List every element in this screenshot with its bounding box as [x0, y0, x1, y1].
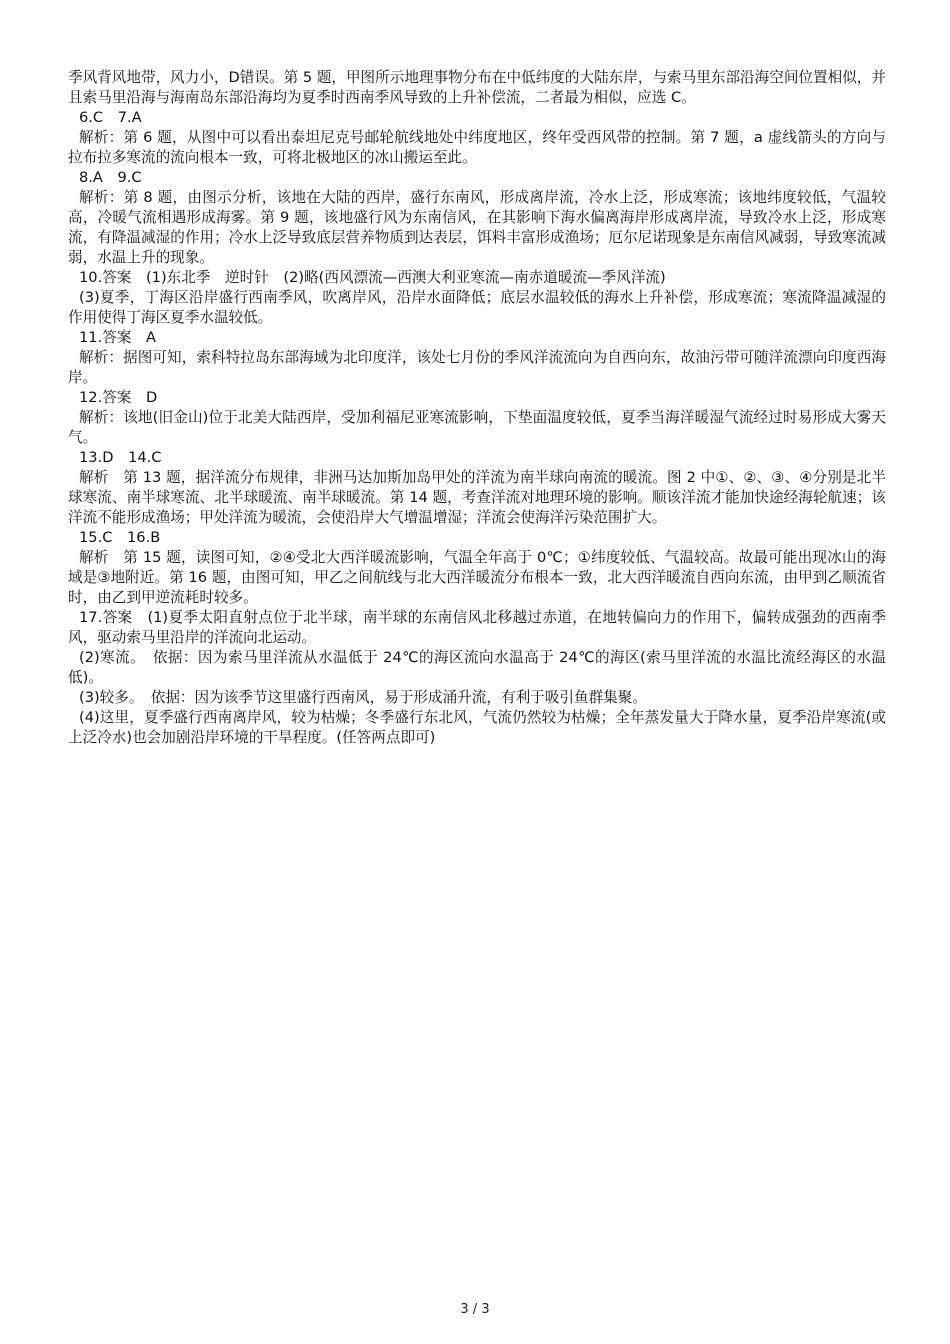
paragraph-analysis-6-7: 解析：第 6 题，从图中可以看出泰坦尼克号邮轮航线地处中纬度地区，终年受西风带的控制。第 7 题，a 虚线箭头的方向与拉布拉多寒流的流向根本一致，可将北极地区的冰山搬运至此。: [68, 129, 886, 166]
paragraph-analysis-8-9: 解析：第 8 题，由图示分析，该地在大陆的西岸，盛行东南风，形成离岸流，冷水上泛，形成寒流；该地纬度较低，气温较高，冷暖气流相遇形成海雾。第 9 题，该地盛行风为东南信风，在其影响下海水偏离海岸形成离岸流，导致冷水上泛，形成寒流，有降温减湿的作用；冷水上泛导致底层营养物质到达表层，饵料丰富形成渔场；厄尔尼诺现象是东南信风减弱，导致寒流减弱，水温上升的现象。: [68, 189, 886, 266]
paragraph-answer-17-part1: 17.答案 (1)夏季太阳直射点位于北半球，南半球的东南信风北移越过赤道，在地转偏向力的作用下，偏转成强劲的西南季风，驱动索马里沿岸的洋流向北运动。: [68, 609, 886, 646]
paragraph-answer-17-part2: (2)寒流。 依据：因为索马里洋流从水温低于 24℃的海区流向水温高于 24℃的海区(索马里洋流的水温比流经海区的水温低)。: [68, 649, 886, 686]
paragraph-analysis-13-14: 解析 第 13 题，据洋流分布规律，非洲马达加斯加岛甲处的洋流为南半球向南流的暖流。图 2 中①、②、③、④分别是北半球寒流、南半球寒流、北半球暖流、南半球暖流。第 14 题，考查洋流对地理环境的影响。顺该洋流才能加快途经海轮航速；该洋流不能形成渔场；甲处洋流为暖流，会使沿岸大气增温增湿；洋流会使海洋污染范围扩大。: [68, 469, 886, 526]
paragraph-answer-10: 10.答案 (1)东北季 逆时针 (2)略(西风漂流—西澳大利亚寒流—南赤道暖流—季风洋流): [79, 269, 666, 286]
paragraph-analysis-11: 解析：据图可知，索科特拉岛东部海域为北印度洋，该处七月份的季风洋流流向为自西向东，故油污带可随洋流漂向印度西海岸。: [68, 349, 886, 386]
paragraph-answer-12: 12.答案 D: [79, 389, 158, 406]
paragraph-answer-11: 11.答案 A: [79, 329, 156, 346]
paragraph-answers-6-7: 6.C 7.A: [79, 109, 142, 126]
paragraph-analysis-12: 解析：该地(旧金山)位于北美大陆西岸，受加利福尼亚寒流影响，下垫面温度较低，夏季当海洋暖湿气流经过时易形成大雾天气。: [68, 409, 886, 446]
page-number: 3 / 3: [460, 1302, 490, 1317]
paragraph-answer-17-part4: (4)这里，夏季盛行西南离岸风，较为枯燥；冬季盛行东北风，气流仍然较为枯燥；全年蒸发量大于降水量，夏季沿岸寒流(或上泛冷水)也会加剧沿岸环境的干旱程度。(任答两点即可): [68, 709, 886, 746]
paragraph-answer-17-part3: (3)较多。 依据：因为该季节这里盛行西南风，易于形成涌升流，有利于吸引鱼群集聚。: [79, 689, 647, 706]
paragraph-answers-15-16: 15.C 16.B: [79, 529, 161, 546]
paragraph-answers-8-9: 8.A 9.C: [79, 169, 142, 186]
paragraph-analysis-15-16: 解析 第 15 题，读图可知，②④受北大西洋暖流影响，气温全年高于 0℃；①纬度较低、气温较高。故最可能出现冰山的海域是③地附近。第 16 题，由图可知，甲乙之间航线与北大西洋暖流分布根本一致，北大西洋暖流自西向东流，由甲到乙顺流省时，由乙到甲逆流耗时较多。: [68, 549, 886, 606]
paragraph-answer-10-part3: (3)夏季，丁海区沿岸盛行西南季风，吹离岸风，沿岸水面降低；底层水温较低的海水上升补偿，形成寒流；寒流降温减湿的作用使得丁海区夏季水温较低。: [68, 289, 886, 326]
paragraph-q5-conclusion: 季风背风地带，风力小，D错误。第 5 题，甲图所示地理事物分布在中低纬度的大陆东岸，与索马里东部沿海空间位置相似，并且索马里沿海与海南岛东部沿海均为夏季时西南季风导致的上升补偿流，二者最为相似，应选 C。: [68, 69, 886, 106]
paragraph-answers-13-14: 13.D 14.C: [79, 449, 162, 466]
answer-text-body: [68, 68, 886, 748]
